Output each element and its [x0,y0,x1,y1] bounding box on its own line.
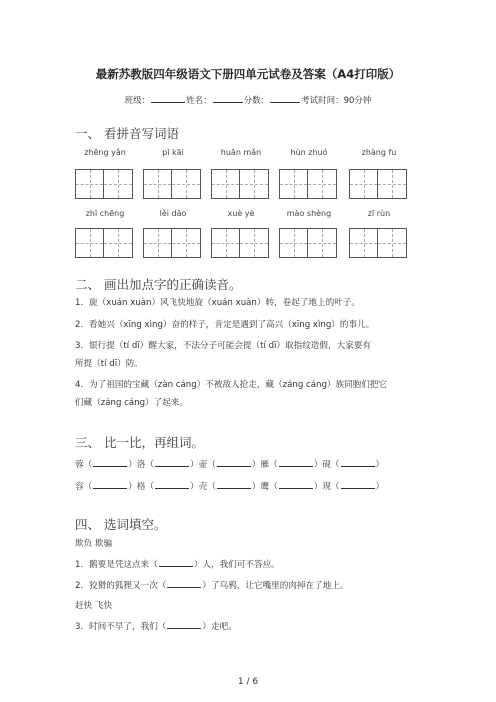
section-3-heading: 三、 比一比，再组词。 [75,435,204,450]
pinyin-label: zhēng yǎn [84,148,126,157]
question-line: 2．狡猾的狐狸又一次（ ）了乌鸦，让它嘴里的肉掉在了地上。 [75,578,349,593]
question-line: 1．鹅要是凭这点来（ ）人，我们可不答应。 [75,557,280,572]
pinyin-label: huān mǎn [220,148,262,157]
char: 壳 [198,482,208,492]
writing-grid[interactable] [279,228,337,258]
answer-blank[interactable] [93,457,127,467]
pinyin-label: hùn zhuó [290,148,328,157]
answer-blank[interactable] [155,457,189,467]
class-label: 班级： [124,96,151,106]
time-label: 考试时间：90分钟 [301,96,372,106]
writing-grid[interactable] [211,169,269,199]
pinyin-label: pī kāi [162,148,184,157]
pinyin-label: zī rùn [367,209,391,218]
writing-grid[interactable] [143,169,201,199]
question-line: 1．旋（xuán xuàn）风飞快地旋（xuán xuàn）转，卷起了地上的叶子。 [75,298,360,308]
char: 鹰 [260,482,270,492]
compare-row-1: 蓉（ ）洛（ ）壶（ ）雁（ ）砚（ ） [75,457,384,470]
section-2-heading: 二、 画出加点字的正确读音。 [75,277,242,292]
char: 格 [136,482,146,492]
char: 砚 [322,460,331,470]
class-blank[interactable] [151,93,185,103]
writing-grid[interactable] [349,228,407,258]
pinyin-label: zhī chēng [85,209,125,218]
name-label: 姓名： [186,96,212,106]
answer-blank[interactable] [279,479,313,489]
writing-grid[interactable] [349,169,407,199]
document-title: 最新苏教版四年级语文下册四单元试卷及答案（A4打印版） [95,67,401,81]
word-choices-1: 欺负 欺骗 [75,539,113,549]
char: 容 [75,482,84,492]
pinyin-label: xuè yè [227,209,255,218]
exam-info-line [0,93,496,106]
writing-grid[interactable] [279,169,337,199]
name-blank[interactable] [213,93,243,103]
question-line: 所提（tí dī）防。 [75,359,143,369]
char: 壶 [198,460,208,470]
char: 蓉 [75,460,84,470]
question-line: 3．银行提（tí dī）醒大家，不法分子可能会提（tí dī）取指纹造假，大家要有 [75,341,371,351]
char: 洛 [136,460,146,470]
word-choices-2: 赶快 飞快 [75,601,113,611]
char: 雁 [260,460,270,470]
answer-blank[interactable] [341,457,375,467]
question-line: 2．看她兴（xīng xìng）奋的样子，肯定是遇到了高兴（xīng xìng）的事儿。 [75,320,375,330]
answer-blank[interactable] [217,457,251,467]
page-number: 1 / 6 [237,677,259,687]
answer-blank[interactable] [155,479,189,489]
char: 现 [322,482,331,492]
answer-blank[interactable] [159,557,193,567]
answer-blank[interactable] [217,479,251,489]
answer-blank[interactable] [167,578,201,588]
writing-grid[interactable] [211,228,269,258]
writing-grid[interactable] [75,228,133,258]
answer-blank[interactable] [341,479,375,489]
answer-blank[interactable] [93,479,127,489]
score-blank[interactable] [270,93,300,103]
pinyin-label: lěi dǎo [159,209,187,218]
section-1-heading: 一、 看拼音写词语 [75,126,179,141]
answer-blank[interactable] [167,619,201,629]
question-line: 们藏（záng cáng）了起来。 [75,398,189,408]
pinyin-label: mào shèng [286,209,332,218]
question-line: 3．时间不早了，我们（ ）走吧。 [75,619,237,634]
writing-grid[interactable] [143,228,201,258]
answer-blank[interactable] [279,457,313,467]
pinyin-label: zhàng fu [361,148,397,157]
score-label: 分数： [243,96,270,106]
writing-grid[interactable] [75,169,133,199]
question-line: 4．为了祖国的宝藏（zàn cáng）不被敌人抢走，藏（záng cáng）族同胞们把它 [75,380,388,390]
compare-row-2: 容（ ）格（ ）壳（ ）鹰（ ）现（ ） [75,479,384,492]
section-4-heading: 四、 选词填空。 [75,517,167,532]
